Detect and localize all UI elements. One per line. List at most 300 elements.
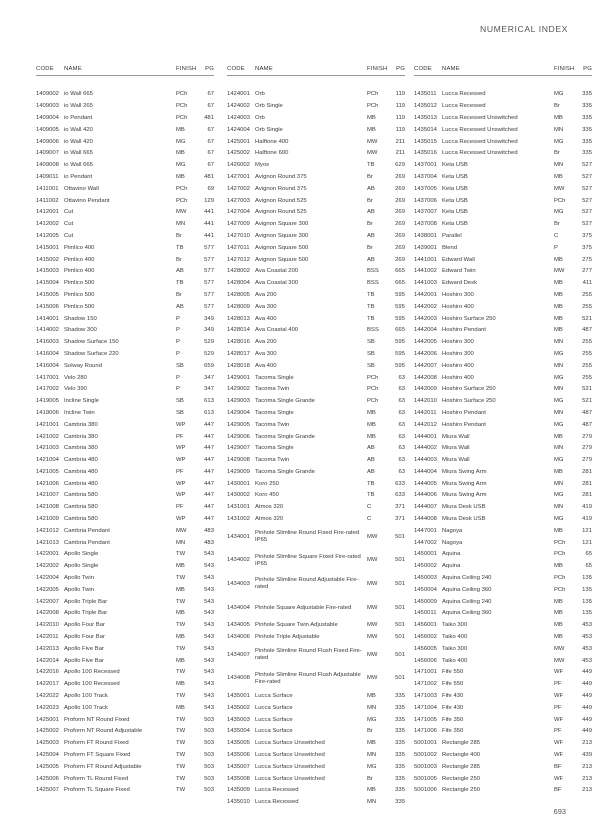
product-code: 1442004 (414, 327, 437, 334)
index-row (227, 384, 405, 396)
index-row (36, 384, 214, 396)
product-name: Koro 450 (255, 492, 279, 499)
index-row (36, 620, 214, 632)
product-name: Apollo Single (64, 563, 99, 570)
page-ref: 441 (204, 232, 214, 239)
index-row (414, 549, 592, 561)
page-ref: 279 (582, 433, 592, 440)
product-finish: P (176, 350, 180, 357)
product-name: Cut (64, 232, 74, 239)
product-code: 1427001 (227, 173, 250, 180)
product-code: 1434006 (227, 634, 250, 641)
index-row (36, 514, 214, 526)
product-code: 1471003 (414, 693, 437, 700)
product-name: Aquina Ceiling 360 (442, 610, 492, 617)
product-finish: TB (367, 492, 375, 499)
product-name: Avignon Square 500 (255, 256, 309, 263)
index-row (227, 490, 405, 502)
index-row (36, 207, 214, 219)
product-name: Keta USB (442, 209, 468, 216)
product-name: Lucca Recessed Unswitched (442, 126, 518, 133)
product-finish: MB (367, 114, 376, 121)
product-name: Tacoma Single (255, 374, 294, 381)
page-ref: 633 (395, 480, 405, 487)
header-rule (414, 75, 592, 76)
product-finish: PCh (367, 374, 379, 381)
index-row (227, 455, 405, 467)
product-code: 1442007 (414, 362, 437, 369)
product-name: Ava 200 (255, 339, 277, 346)
product-code: 1444004 (414, 468, 437, 475)
product-name: Keta USB (442, 197, 468, 204)
page-ref: 269 (395, 209, 405, 216)
index-row (414, 207, 592, 219)
product-name: Pinhole Slimline Square Fixed Fire-rated IP65 (255, 553, 361, 567)
page-ref: 543 (204, 657, 214, 664)
index-row (414, 478, 592, 490)
index-row (227, 643, 405, 667)
index-row (227, 207, 405, 219)
index-row (414, 419, 592, 431)
product-finish: MN (176, 221, 186, 228)
product-name: Hoshiro 300 (442, 339, 474, 346)
product-finish: AB (367, 209, 375, 216)
index-row (227, 396, 405, 408)
product-finish: MG (367, 763, 377, 770)
product-finish: PCh (176, 91, 188, 98)
index-row (414, 219, 592, 231)
page-title: NUMERICAL INDEX (480, 24, 568, 34)
product-finish: PF (554, 728, 562, 735)
product-code: 1471002 (414, 681, 437, 688)
product-finish: MG (176, 162, 186, 169)
index-row (414, 136, 592, 148)
product-finish: MN (176, 539, 186, 546)
product-code: 1421009 (36, 516, 59, 523)
product-code: 1439001 (414, 244, 437, 251)
product-name: Proform NT Round Fixed (64, 716, 130, 723)
product-code: 1422023 (36, 704, 59, 711)
index-row (36, 502, 214, 514)
product-code: 1427012 (227, 256, 250, 263)
product-name: Miura Desk USB (442, 504, 486, 511)
product-code: 1428017 (227, 350, 250, 357)
page-ref: 213 (582, 763, 592, 770)
page-ref: 335 (582, 91, 592, 98)
product-code: 1411001 (36, 185, 59, 192)
product-finish: TB (367, 480, 375, 487)
index-row (414, 773, 592, 785)
product-name: Avignon Round 525 (255, 197, 307, 204)
index-row (36, 301, 214, 313)
page-ref: 63 (398, 433, 405, 440)
product-code: 1412002 (36, 221, 59, 228)
product-code: 1417002 (36, 386, 59, 393)
product-code: 1471001 (414, 669, 437, 676)
product-name: Ava Coastal 200 (255, 268, 299, 275)
product-name: Fife 430 (442, 704, 464, 711)
product-code: 1427004 (227, 209, 250, 216)
index-row (414, 691, 592, 703)
index-row (414, 667, 592, 679)
product-finish: TB (176, 280, 184, 287)
index-row (227, 337, 405, 349)
page-ref: 453 (582, 657, 592, 664)
index-row (414, 301, 592, 313)
product-finish: MG (554, 398, 564, 405)
index-row (227, 525, 405, 549)
product-name: io Wall 420 (64, 138, 93, 145)
page-ref: 483 (204, 539, 214, 546)
product-finish: MW (176, 527, 187, 534)
page-ref: 135 (582, 598, 592, 605)
index-row (414, 408, 592, 420)
product-finish: AB (367, 256, 375, 263)
product-name: Ava Coastal 300 (255, 280, 299, 287)
page-ref: 595 (395, 303, 405, 310)
product-finish: MB (176, 150, 185, 157)
page-ref: 63 (398, 409, 405, 416)
product-name: Cut (64, 209, 74, 216)
product-finish: MN (554, 480, 564, 487)
product-name: Proform NT Round Adjustable (64, 728, 143, 735)
page-ref: 487 (582, 421, 592, 428)
product-name: Velo 280 (64, 374, 87, 381)
product-name: Atmos 320 (255, 516, 284, 523)
product-finish: MB (367, 421, 376, 428)
product-name: Miura Swing Arm (442, 480, 487, 487)
index-row (36, 254, 214, 266)
product-name: io Wall 665 (64, 91, 93, 98)
index-rows (414, 89, 592, 797)
product-name: Pimlico 500 (64, 280, 95, 287)
index-row (36, 360, 214, 372)
index-row (414, 195, 592, 207)
index-row (227, 136, 405, 148)
product-name: io Wall 265 (64, 103, 93, 110)
product-code: 1415003 (36, 268, 59, 275)
page-ref: 63 (398, 457, 405, 464)
product-finish: MG (554, 421, 564, 428)
product-name: Hoshiro 400 (442, 362, 474, 369)
product-finish: MW (176, 209, 187, 216)
index-row (36, 124, 214, 136)
product-code: 1442011 (414, 409, 437, 416)
product-finish: PCh (554, 539, 566, 546)
product-finish: MB (367, 126, 376, 133)
page-ref: 255 (582, 350, 592, 357)
page-ref: 501 (395, 651, 405, 658)
product-name: Pinhole Square Twin Adjustable (255, 622, 338, 629)
product-code: 1421006 (36, 480, 59, 487)
page-ref: 121 (582, 539, 592, 546)
product-name: Hoshiro Surface 250 (442, 315, 496, 322)
product-code: 1471004 (414, 704, 437, 711)
product-finish: MB (554, 563, 563, 570)
page-ref: 269 (395, 221, 405, 228)
product-code: 1447001 (414, 527, 437, 534)
product-code: 1429007 (227, 445, 250, 452)
product-code: 1434002 (227, 557, 250, 564)
page-ref: 659 (204, 362, 214, 369)
product-finish: Br (367, 221, 373, 228)
index-row (414, 596, 592, 608)
page-ref: 503 (204, 740, 214, 747)
page-ref: 543 (204, 551, 214, 558)
page-ref: 335 (395, 763, 405, 770)
product-name: Aquina Ceiling 360 (442, 586, 492, 593)
product-name: Proform FT Round Adjustable (64, 763, 142, 770)
product-finish: MW (367, 634, 378, 641)
product-finish: MN (554, 445, 564, 452)
index-row (36, 89, 214, 101)
index-row (227, 419, 405, 431)
product-finish: AB (176, 303, 184, 310)
product-code: 1427010 (227, 232, 250, 239)
page-ref: 67 (207, 162, 214, 169)
index-row (227, 160, 405, 172)
index-row (36, 372, 214, 384)
product-code: 1435016 (414, 150, 437, 157)
product-name: Proform TL Round Fixed (64, 775, 129, 782)
product-code: 1429009 (227, 468, 250, 475)
index-row (36, 761, 214, 773)
index-row (414, 443, 592, 455)
index-row (414, 384, 592, 396)
index-row (36, 231, 214, 243)
product-finish: TB (367, 162, 375, 169)
column-header (227, 66, 405, 75)
product-finish: P (176, 386, 180, 393)
index-row (227, 266, 405, 278)
product-finish: MG (554, 138, 564, 145)
product-code: 1424002 (227, 103, 250, 110)
page-ref: 527 (582, 173, 592, 180)
page-ref: 521 (582, 386, 592, 393)
product-name: Fife 550 (442, 669, 464, 676)
product-finish: MW (367, 150, 378, 157)
page-ref: 595 (395, 362, 405, 369)
page-ref: 447 (204, 480, 214, 487)
index-row (36, 561, 214, 573)
product-finish: MW (367, 533, 378, 540)
product-code: 1422010 (36, 622, 59, 629)
index-row (414, 702, 592, 714)
product-code: 1444007 (414, 504, 437, 511)
product-code: 1427003 (227, 197, 250, 204)
product-code: 1429008 (227, 457, 250, 464)
index-row (36, 467, 214, 479)
page-ref: 269 (395, 197, 405, 204)
product-code: 1434001 (227, 533, 250, 540)
product-finish: TW (176, 693, 186, 700)
product-name: Ottavino Wall (64, 185, 99, 192)
page-ref: 411 (582, 280, 592, 287)
page-ref: 577 (204, 268, 214, 275)
page-ref: 577 (204, 244, 214, 251)
product-name: Lucca Recessed (255, 799, 299, 806)
page-ref: 543 (204, 622, 214, 629)
product-finish: PCh (367, 386, 379, 393)
product-finish: MB (554, 634, 563, 641)
product-name: Pinhole Triple Adjustable (255, 634, 320, 641)
product-name: Aquina (442, 563, 461, 570)
product-code: 1424001 (227, 91, 250, 98)
product-code: 1450003 (414, 575, 437, 582)
product-finish: WP (176, 480, 186, 487)
product-code: 1409004 (36, 114, 59, 121)
product-code: 1441001 (414, 256, 437, 263)
page-ref: 527 (582, 162, 592, 169)
index-column-2 (227, 66, 405, 809)
page-ref: 447 (204, 457, 214, 464)
product-name: Miura Wall (442, 445, 470, 452)
product-name: Proform FT Square Fixed (64, 752, 131, 759)
product-finish: MW (554, 657, 565, 664)
product-finish: PF (176, 433, 184, 440)
product-name: Apollo Triple Bar (64, 610, 108, 617)
index-row (36, 537, 214, 549)
product-finish: MN (554, 504, 564, 511)
product-name: Tacoma Single Grande (255, 433, 315, 440)
product-code: 1428013 (227, 315, 250, 322)
product-code: 1435015 (414, 138, 437, 145)
index-row (414, 761, 592, 773)
product-finish: MB (554, 315, 563, 322)
product-code: 1444002 (414, 445, 437, 452)
product-finish: MW (367, 580, 378, 587)
index-row (36, 655, 214, 667)
page-ref: 335 (395, 799, 405, 806)
product-code: 5001001 (414, 740, 437, 747)
page-ref: 595 (395, 339, 405, 346)
product-finish: PCh (176, 197, 188, 204)
product-finish: MB (367, 787, 376, 794)
product-finish: MB (554, 327, 563, 334)
index-row (36, 313, 214, 325)
product-name: Hoshiro 300 (442, 350, 474, 357)
index-row (227, 372, 405, 384)
index-row (414, 467, 592, 479)
product-name: Taiko 300 (442, 645, 468, 652)
product-name: Ava 400 (255, 315, 277, 322)
page-ref: 665 (395, 268, 405, 275)
product-code: 1422014 (36, 657, 59, 664)
product-finish: MB (554, 622, 563, 629)
product-finish: TW (176, 752, 186, 759)
column-header (36, 66, 214, 75)
product-finish: PCh (554, 575, 566, 582)
product-code: 1426002 (227, 162, 250, 169)
product-finish: MN (554, 409, 564, 416)
index-row (227, 620, 405, 632)
index-row (414, 525, 592, 537)
product-name: Cambria Pendant (64, 527, 110, 534)
page-ref: 449 (582, 716, 592, 723)
product-name: Incline Twin (64, 409, 95, 416)
index-row (36, 113, 214, 125)
product-finish: PF (176, 468, 184, 475)
product-finish: Br (367, 244, 373, 251)
index-row (227, 313, 405, 325)
page-ref: 577 (204, 303, 214, 310)
index-column-1 (36, 66, 214, 797)
product-code: 1437008 (414, 221, 437, 228)
product-code: 1428016 (227, 339, 250, 346)
page-ref: 371 (395, 504, 405, 511)
product-name: Hoshiro 300 (442, 291, 474, 298)
product-code: 1435011 (414, 91, 437, 98)
product-name: Rectangle 250 (442, 775, 480, 782)
product-code: 1428009 (227, 303, 250, 310)
product-name: Miura Swing Arm (442, 492, 487, 499)
index-row (227, 301, 405, 313)
page-ref: 487 (582, 327, 592, 334)
page-ref: 439 (582, 752, 592, 759)
product-code: 1456001 (414, 622, 437, 629)
product-finish: WF (554, 752, 564, 759)
product-finish: TW (176, 669, 186, 676)
index-row (414, 89, 592, 101)
page-ref: 543 (204, 586, 214, 593)
index-row (36, 691, 214, 703)
product-code: 1425006 (36, 775, 59, 782)
product-name: Aquina Ceiling 240 (442, 575, 492, 582)
product-name: io Pendant (64, 173, 93, 180)
index-row (414, 254, 592, 266)
page-ref: 281 (582, 468, 592, 475)
product-finish: TB (176, 244, 184, 251)
index-row (414, 785, 592, 797)
product-code: 1429001 (227, 374, 250, 381)
index-row (227, 596, 405, 620)
product-code: 1422011 (36, 634, 59, 641)
product-name: Atmos 320 (255, 504, 284, 511)
product-code: 1442009 (414, 386, 437, 393)
product-finish: WP (176, 457, 186, 464)
product-code: 1424003 (227, 114, 250, 121)
product-finish: MB (176, 126, 185, 133)
product-name: io Wall 665 (64, 150, 93, 157)
product-finish: MB (176, 610, 185, 617)
index-row (414, 231, 592, 243)
product-code: 1425001 (227, 138, 250, 145)
product-code: 1434005 (227, 622, 250, 629)
product-finish: Br (176, 256, 182, 263)
product-finish: MB (176, 173, 185, 180)
product-name: Pinhole Slimline Round Adjustable Fire-rated (255, 577, 359, 591)
product-code: 1429002 (227, 386, 250, 393)
page-ref: 481 (204, 114, 214, 121)
product-finish: MN (367, 704, 377, 711)
index-row (227, 738, 405, 750)
product-name: Aquina (442, 551, 461, 558)
index-row (36, 773, 214, 785)
product-name: io Wall 420 (64, 126, 93, 133)
product-code: 1435002 (227, 704, 250, 711)
product-code: 1425002 (227, 150, 250, 157)
product-finish: MB (554, 610, 563, 617)
index-row (227, 502, 405, 514)
page-ref: 543 (204, 563, 214, 570)
product-finish: Br (367, 173, 373, 180)
product-finish: MW (367, 622, 378, 629)
page-ref: 335 (395, 787, 405, 794)
product-code: 1435001 (227, 693, 250, 700)
page-ref: 543 (204, 704, 214, 711)
product-code: 1437005 (414, 185, 437, 192)
page-ref: 503 (204, 728, 214, 735)
